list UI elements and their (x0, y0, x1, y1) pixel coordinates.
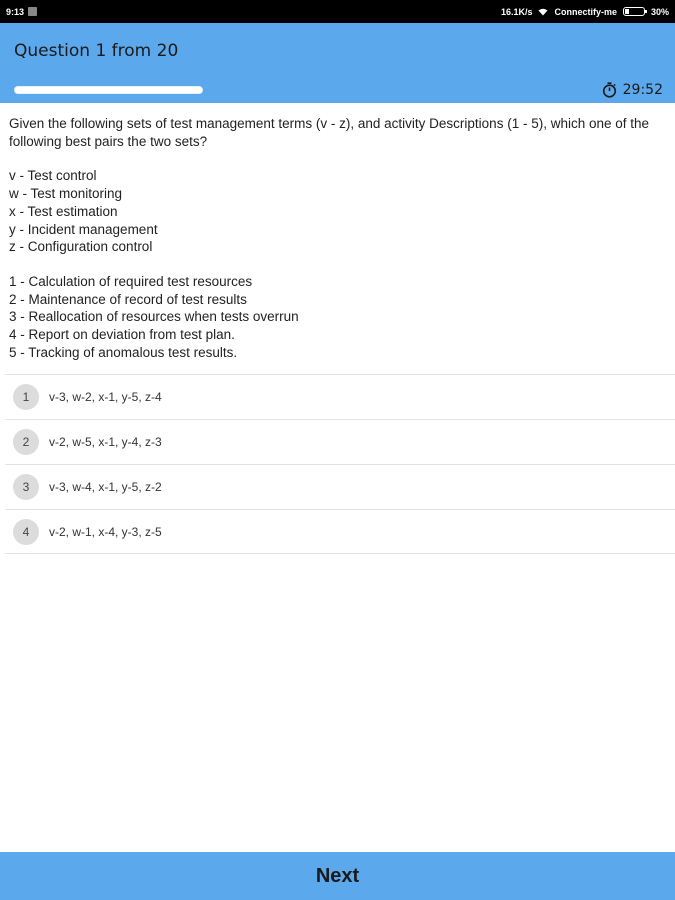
progress-fill (15, 87, 202, 93)
term-item: z - Configuration control (9, 239, 153, 255)
status-time: 9:13 (6, 6, 25, 17)
answer-option-4[interactable] (5, 509, 675, 554)
answer-text: v-3, w-2, x-1, y-5, z-4 (49, 390, 162, 404)
description-item: 3 - Reallocation of resources when tests overrun (9, 309, 299, 325)
term-item: x - Test estimation (9, 203, 118, 219)
descriptions-list (9, 273, 673, 362)
answer-number-badge: 4 (13, 519, 39, 545)
next-button[interactable]: Next (0, 852, 675, 900)
status-bar (0, 0, 675, 23)
description-item: 4 - Report on deviation from test plan. (9, 327, 235, 343)
stopwatch-icon (602, 82, 617, 98)
network-name: Connectify-me (554, 6, 617, 17)
term-item: w - Test monitoring (9, 186, 123, 202)
question-intro: Given the following sets of test management terms (v - z), and activity Descriptions (1 - 5), which one of the following best pairs the two sets? (9, 116, 650, 149)
question-counter: Question 1 from 20 (14, 41, 179, 61)
answer-number-badge: 1 (13, 384, 39, 410)
terms-list (9, 167, 673, 256)
answer-text: v-2, w-5, x-1, y-4, z-3 (49, 435, 162, 449)
answer-list (5, 374, 675, 554)
answer-number-badge: 3 (13, 474, 39, 500)
description-item: 1 - Calculation of required test resources (9, 273, 253, 289)
network-speed: 16.1K/s (500, 6, 533, 17)
answer-option-1[interactable] (5, 374, 675, 419)
description-item: 2 - Maintenance of record of test results (9, 291, 247, 307)
timer-value: 29:52 (622, 82, 663, 98)
quiz-header (0, 23, 675, 103)
answer-text: v-3, w-4, x-1, y-5, z-2 (49, 480, 162, 494)
term-item: v - Test control (9, 168, 97, 184)
battery-icon (623, 7, 645, 16)
progress-bar (14, 86, 203, 94)
answer-text: v-2, w-1, x-4, y-3, z-5 (49, 524, 162, 539)
answer-option-3[interactable] (5, 464, 675, 509)
timer (602, 82, 663, 98)
battery-level (625, 9, 629, 14)
answer-number-badge: 2 (13, 429, 39, 455)
description-item: 5 - Tracking of anomalous test results. (9, 344, 238, 360)
answer-option-2[interactable] (5, 419, 675, 464)
notification-icon (28, 7, 37, 16)
battery-percent: 30% (650, 6, 669, 17)
term-item: y - Incident management (9, 221, 158, 237)
wifi-icon (538, 8, 548, 16)
question-text (9, 115, 673, 361)
